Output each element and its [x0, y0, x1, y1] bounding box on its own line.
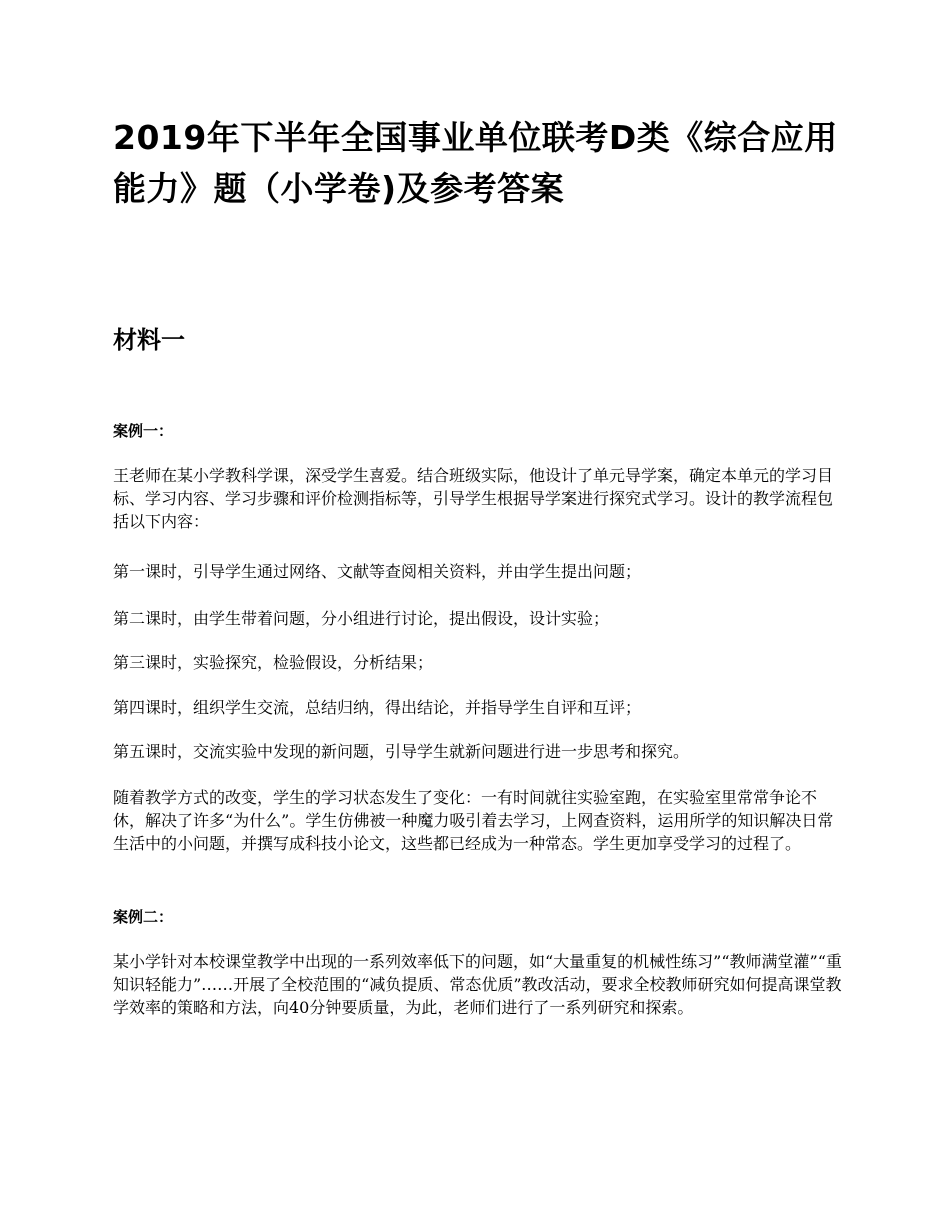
case-one-heading: 案例一： — [113, 422, 174, 440]
case-one-intro-paragraph: 王老师在某小学教科学课，深受学生喜爱。结合班级实际，他设计了单元导学案，确定本单元的学习目标、学习内容、学习步骤和评价检测指标等，引导学生根据导学案进行探究式学习。设计的教学流程包括以下内容： — [113, 466, 834, 531]
case-two-heading: 案例二： — [113, 908, 174, 926]
lesson-two-paragraph: 第二课时，由学生带着问题，分小组进行讨论，提出假设，设计实验； — [113, 609, 610, 628]
lesson-four-paragraph: 第四课时，组织学生交流，总结归纳，得出结论，并指导学生自评和互评； — [113, 698, 642, 717]
document-title: 2019年下半年全国事业单位联考D类《综合应用能力》题（小学卷)及参考答案 — [113, 118, 838, 208]
learning-change-paragraph: 随着教学方式的改变，学生的学习状态发生了变化：一有时间就往实验室跑，在实验室里常常争论不休，解决了许多“为什么”。学生仿佛被一种魔力吸引着去学习，上网查资料，运用所学的知识解决日常生活中的小问题，并撰写成科技小论文，这些都已经成为一种常态。学生更加享受学习的过程了。 — [113, 788, 834, 853]
lesson-five-paragraph: 第五课时，交流实验中发现的新问题，引导学生就新问题进行进一步思考和探究。 — [113, 742, 690, 761]
section-heading: 材料一 — [113, 326, 185, 354]
case-two-paragraph: 某小学针对本校课堂教学中出现的一系列效率低下的问题，如“大量重复的机械性练习”“教师满堂灌”“重知识轻能力”……开展了全校范围的“减负提质、常态优质”教改活动，要求全校教师研究如何提高课堂教学效率的策略和方法，向40分钟要质量，为此，老师们进行了一系列研究和探索。 — [113, 952, 842, 1017]
lesson-one-paragraph: 第一课时，引导学生通过网络、文献等查阅相关资料，并由学生提出问题； — [113, 562, 642, 581]
lesson-three-paragraph: 第三课时，实验探究，检验假设，分析结果； — [113, 653, 434, 672]
